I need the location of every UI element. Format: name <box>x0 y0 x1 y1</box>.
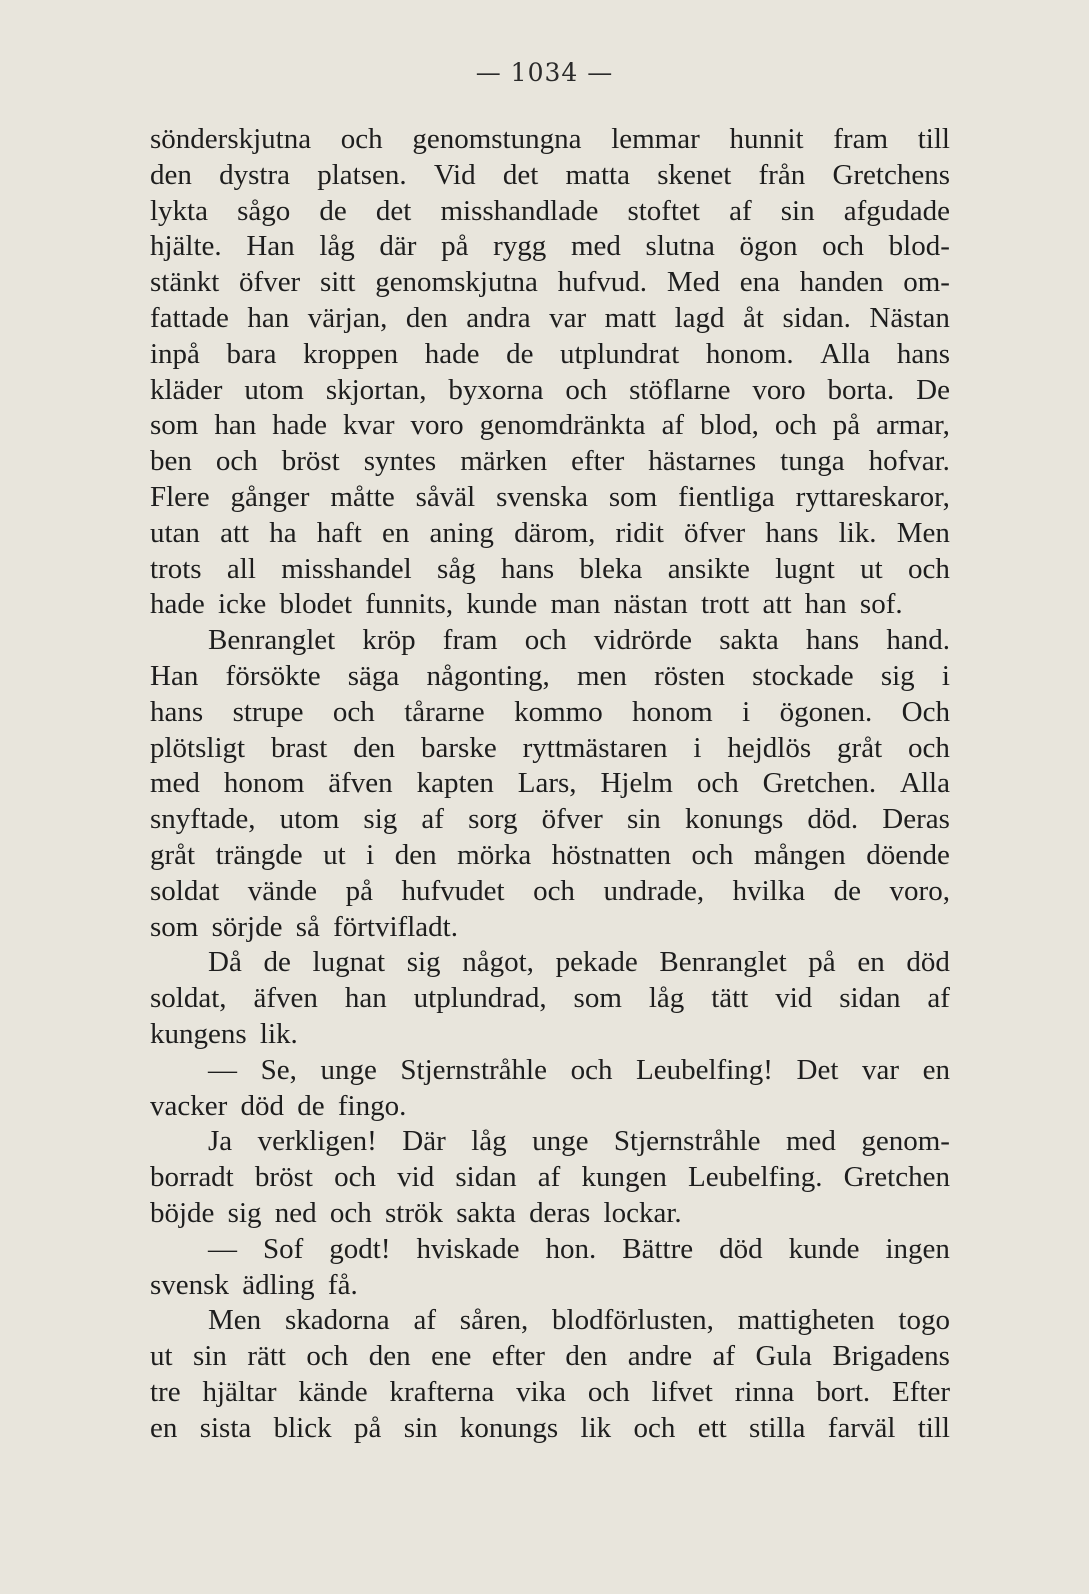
page-number: — 1034 — <box>475 58 614 87</box>
text-line: ut sin rätt och den ene efter den andre af Gula Brigadens <box>150 1340 950 1373</box>
text-line: hade icke blodet funnits, kunde man nästan trott att han sof. <box>150 588 903 621</box>
text-line: hjälte. Han låg där på rygg med slutna ögon och blod- <box>150 230 950 263</box>
text-line: svensk ädling få. <box>150 1268 358 1301</box>
text-line: soldat, äfven han utplundrad, som låg tätt vid sidan af <box>150 982 950 1015</box>
text-line: borradt bröst och vid sidan af kungen Leubelfing. Gretchen <box>150 1161 950 1194</box>
text-line: — Sof godt! hviskade hon. Bättre död kunde ingen <box>208 1232 950 1265</box>
text-line: en sista blick på sin konungs lik och ett stilla farväl till <box>150 1411 950 1444</box>
text-line: lykta sågo de det misshandlade stoftet af sin afgudade <box>150 194 950 227</box>
text-line: kungens lik. <box>150 1017 298 1050</box>
text-line: vacker död de fingo. <box>150 1089 407 1122</box>
text-line: som han hade kvar voro genomdränkta af blod, och på armar, <box>150 409 950 442</box>
text-line: Benranglet kröp fram och vidrörde sakta hans hand. <box>208 624 950 657</box>
text-line: Flere gånger måtte såväl svenska som fientliga ryttareskaror, <box>150 480 950 513</box>
text-line: — Se, unge Stjernstråhle och Leubelfing! Det var en <box>208 1053 950 1086</box>
body-text <box>150 122 950 1446</box>
text-line: trots all misshandel såg hans bleka ansikte lugnt ut och <box>150 552 950 585</box>
text-line: fattade han värjan, den andra var matt lagd åt sidan. Nästan <box>150 301 950 334</box>
text-line: böjde sig ned och strök sakta deras lockar. <box>150 1196 682 1229</box>
text-line: Men skadorna af såren, blodförlusten, mattigheten togo <box>208 1304 950 1337</box>
text-line: snyftade, utom sig af sorg öfver sin konungs död. Deras <box>150 803 950 836</box>
text-line: gråt trängde ut i den mörka höstnatten och mången döende <box>150 838 950 871</box>
text-line: tre hjältar kände krafterna vika och lifvet rinna bort. Efter <box>150 1375 950 1408</box>
text-line: Han försökte säga någonting, men rösten stockade sig i <box>150 659 950 692</box>
text-line: som sörjde så förtvifladt. <box>150 910 458 943</box>
text-line: hans strupe och tårarne kommo honom i ögonen. Och <box>150 695 950 728</box>
text-line: inpå bara kroppen hade de utplundrat honom. Alla hans <box>150 337 950 370</box>
text-line: sönderskjutna och genomstungna lemmar hunnit fram till <box>150 123 950 155</box>
text-line: plötsligt brast den barske ryttmästaren i hejdlös gråt och <box>150 731 950 764</box>
text-line: ben och bröst syntes märken efter hästarnes tunga hofvar. <box>150 445 950 478</box>
text-line: med honom äfven kapten Lars, Hjelm och Gretchen. Alla <box>150 767 950 800</box>
text-line: Då de lugnat sig något, pekade Benranglet på en död <box>208 946 950 979</box>
text-line: Ja verkligen! Där låg unge Stjernstråhle med genom- <box>208 1125 950 1158</box>
text-line: utan att ha haft en aning därom, ridit öfver hans lik. Men <box>150 516 950 549</box>
text-line: soldat vände på hufvudet och undrade, hvilka de voro, <box>150 874 950 907</box>
text-line: den dystra platsen. Vid det matta skenet från Gretchens <box>150 158 950 191</box>
text-line: kläder utom skjortan, byxorna och stöflarne voro borta. De <box>150 373 950 406</box>
text-line: stänkt öfver sitt genomskjutna hufvud. Med ena handen om- <box>150 266 950 299</box>
